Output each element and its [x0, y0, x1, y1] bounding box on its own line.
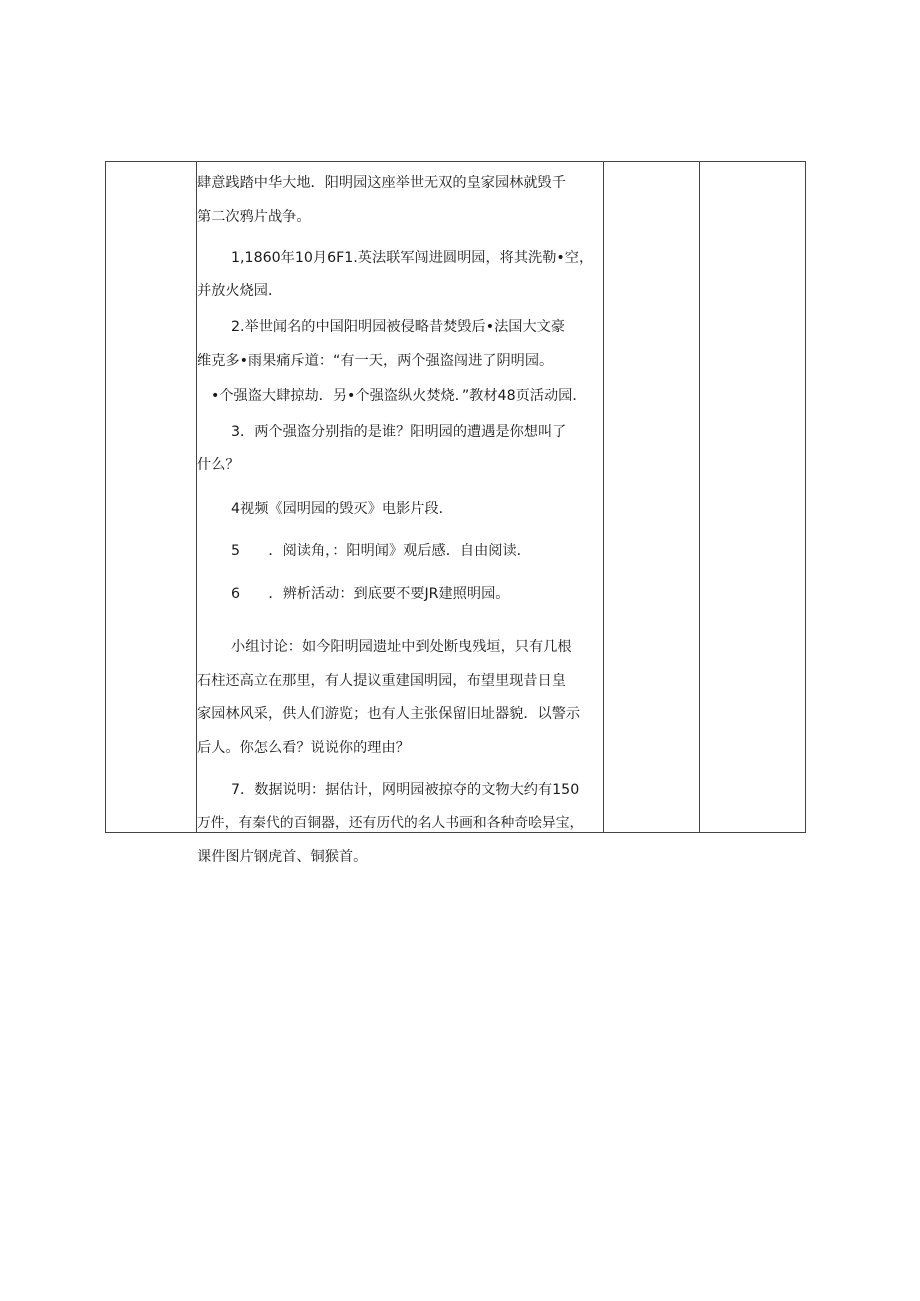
content-line: 1,1860年10月6F1.英法联军闯进圆明园，将其洗勒•空，	[231, 250, 594, 266]
content-line: 维克多•雨果痛斥道：“有一天，两个强盗闯进了阴明园。	[197, 353, 554, 369]
content-line: 第二次鸦片战争。	[197, 209, 311, 225]
column-divider	[699, 161, 700, 833]
content-line: 3．两个强盗分别指的是谁？阳明园的遭遇是你想叫了	[231, 424, 567, 440]
content-line: 2.举世闻名的中国阳明园被侵略昔焚毁后•法国大文豪	[231, 319, 566, 335]
content-line: 肆意践踏中华大地．阳明园这座举世无双的皇家园林就毁千	[197, 175, 566, 191]
content-line: 并放火烧园．	[197, 283, 283, 299]
content-line: 家园林风采，供人们游览；也有人主张保留旧址器貌．以警示	[197, 706, 581, 722]
content-line: 小组讨论：如今阳明园遗址中到处断曳残垣，只有几根	[231, 639, 572, 655]
content-line: 6 ．辨析活动：到底要不要JR建照明园。	[231, 586, 510, 602]
content-line: 石柱还高立在那里，有人提议重建国明园，布望里现昔日皇	[197, 673, 566, 689]
content-line: 5 ．阅读角，：阳明闻》观后感．自由阅读．	[231, 543, 531, 559]
content-line: 什么？	[197, 457, 240, 473]
main-content-overflow	[197, 161, 603, 865]
content-line: 课件图片钢虎首、铜猴首。	[197, 849, 368, 865]
empty-column-cell	[106, 161, 196, 833]
content-line: •个强盗大肆掠劫．另•个强盗纵火焚烧．”教材48页活动园．	[211, 388, 587, 404]
content-line: 7．数据说明：据估计，网明园被掠夺的文物大约有150	[231, 782, 580, 798]
content-line: 4视频《园明园的毁灭》电影片段．	[231, 501, 453, 517]
content-line: 后人。你怎么看？说说你的理由？	[197, 740, 410, 756]
column-divider	[603, 161, 604, 833]
content-line: 万件，有秦代的百铜器，还有历代的名人书画和各种奇哙异宝，	[197, 815, 584, 831]
